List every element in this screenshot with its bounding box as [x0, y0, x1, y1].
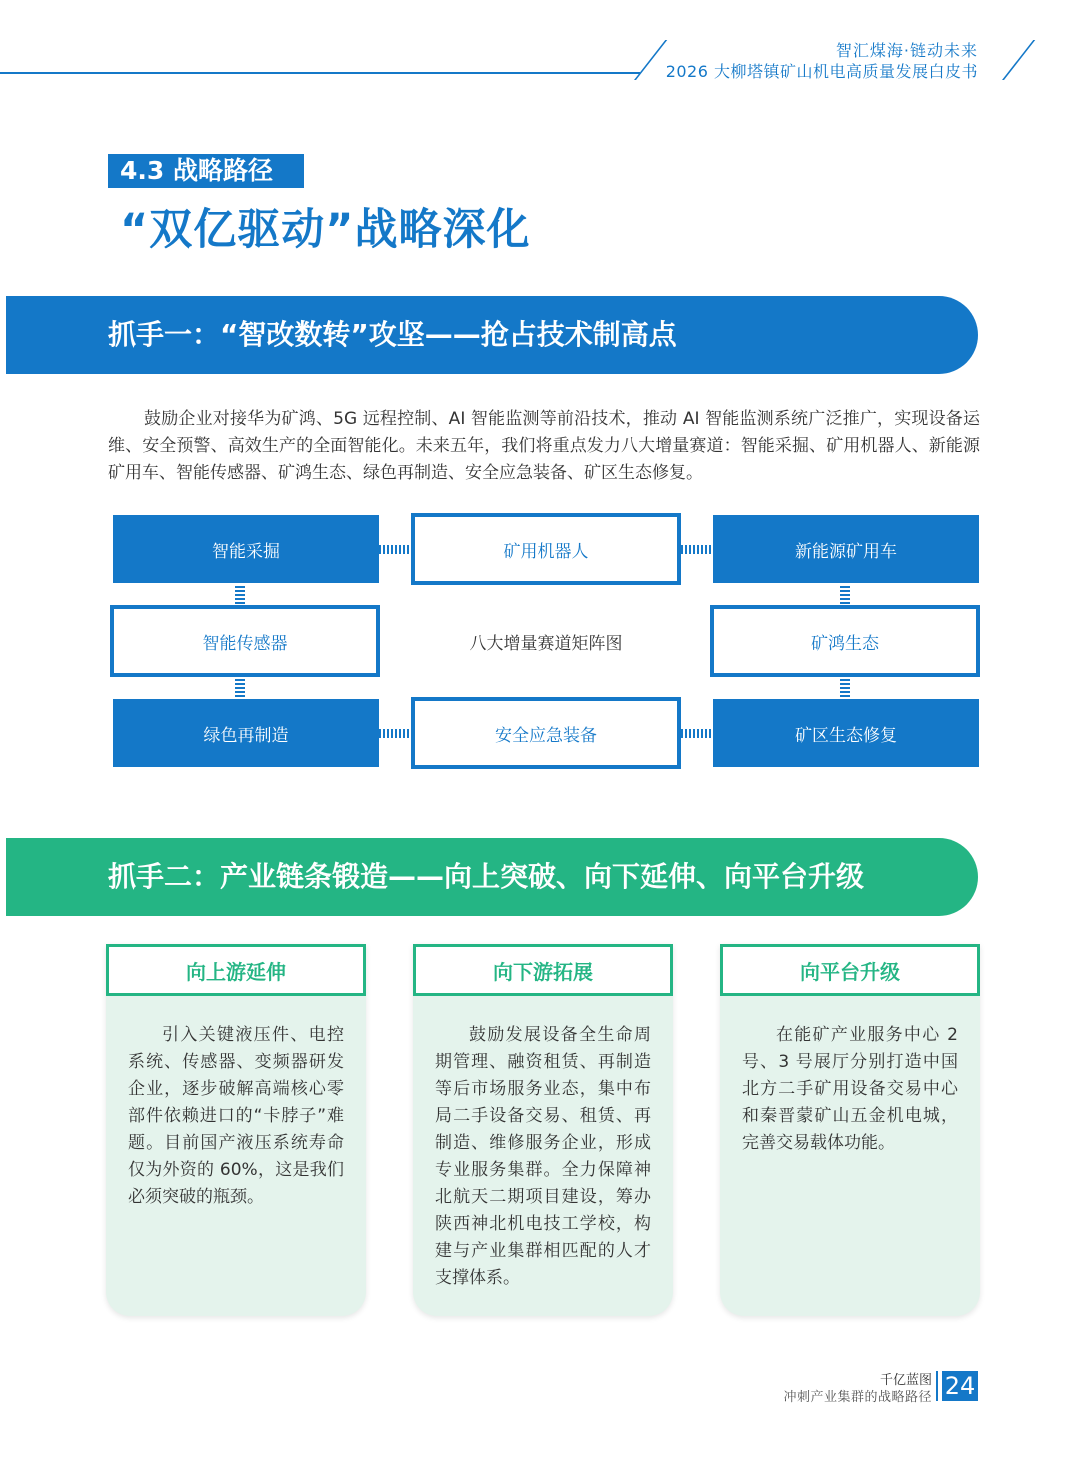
section-title: “双亿驱动”战略深化 — [120, 205, 531, 255]
header-slash-left — [634, 40, 667, 80]
matrix-center-label: 八大增量赛道矩阵图 — [469, 633, 623, 654]
page-number: 24 — [942, 1371, 978, 1401]
track-safety-emergency-equipment: 安全应急装备 — [411, 697, 681, 769]
connector — [681, 545, 713, 554]
track-intelligent-sensor: 智能传感器 — [110, 605, 380, 677]
header-doc-title: 2026 大柳塔镇矿山机电高质量发展白皮书 — [665, 62, 978, 81]
header-rule — [0, 72, 640, 74]
track-intelligent-mining: 智能采掘 — [113, 515, 379, 583]
footer-divider — [936, 1371, 938, 1401]
card-upstream — [106, 944, 366, 1316]
connector — [840, 679, 850, 697]
connector — [379, 729, 411, 738]
banner-initiative-one: 抓手一：“智改数转”攻坚——抢占技术制高点 — [6, 296, 978, 374]
card-downstream — [413, 944, 673, 1316]
connector — [681, 729, 713, 738]
card-title: 向上游延伸 — [106, 944, 366, 996]
card-title: 向平台升级 — [720, 944, 980, 996]
card-platform — [720, 944, 980, 1316]
section-tag: 4.3 战略路径 — [108, 154, 304, 188]
card-body: 引入关键液压件、电控系统、传感器、变频器研发企业，逐步破解高端核心零部件依赖进口的“卡脖子”难题。目前国产液压系统寿命仅为外资的 60%，这是我们必须突破的瓶颈。 — [128, 1025, 344, 1207]
track-green-remanufacturing: 绿色再制造 — [113, 699, 379, 767]
card-body: 鼓励发展设备全生命周期管理、融资租赁、再制造等后市场服务业态，集中布局二手设备交易、租赁、再制造、维修服务企业，形成专业服务集群。全力保障神北航天二期项目建设，筹办陕西神北机电技工学校，构建与产业集群相匹配的人才支撑体系。 — [435, 1025, 651, 1288]
connector — [235, 586, 245, 604]
header-slogan: 智汇煤海·链动未来 — [835, 41, 978, 60]
connector — [840, 586, 850, 604]
track-new-energy-mining-vehicle: 新能源矿用车 — [713, 515, 979, 583]
card-title: 向下游拓展 — [413, 944, 673, 996]
banner-initiative-two: 抓手二：产业链条锻造——向上突破、向下延伸、向平台升级 — [6, 838, 978, 916]
track-mining-robot: 矿用机器人 — [411, 513, 681, 585]
track-kuanghong-ecosystem: 矿鸿生态 — [710, 605, 980, 677]
header-slash-right — [1002, 40, 1035, 80]
connector — [379, 545, 411, 554]
connector — [235, 679, 245, 697]
card-body: 在能矿产业服务中心 2 号、3 号展厅分别打造中国北方二手矿用设备交易中心和秦晋蒙矿山五金机电城，完善交易载体功能。 — [742, 1025, 958, 1153]
footer-chapter: 千亿蓝图 — [879, 1373, 932, 1388]
intro-paragraph: 鼓励企业对接华为矿鸿、5G 远程控制、AI 智能监测等前沿技术，推动 AI 智能监测系统广泛推广，实现设备运维、安全预警、高效生产的全面智能化。未来五年，我们将重点发力八大增量赛道：智能采掘、矿用机器人、新能源矿用车、智能传感器、矿鸿生态、绿色再制造、安全应急装备、矿区生态修复。 — [108, 409, 980, 483]
track-mine-ecological-restoration: 矿区生态修复 — [713, 699, 979, 767]
footer-subtitle: 冲刺产业集群的战略路径 — [783, 1390, 932, 1405]
